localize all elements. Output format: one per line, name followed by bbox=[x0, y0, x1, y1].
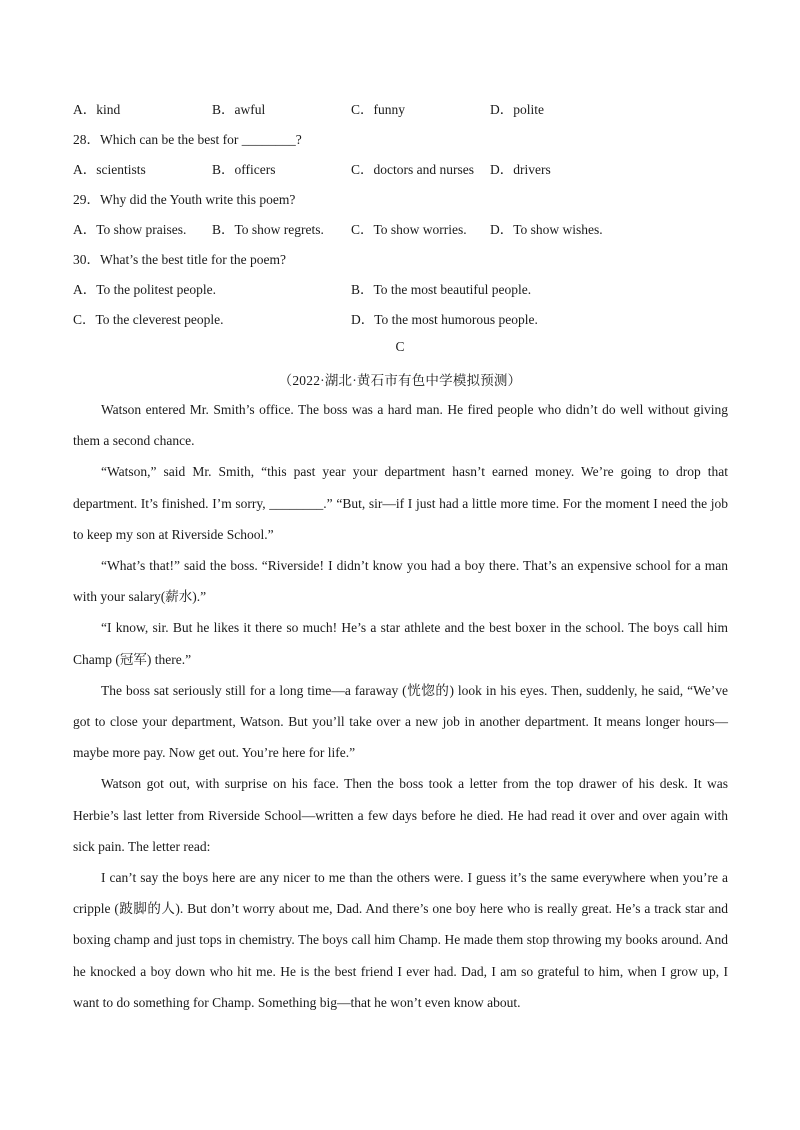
passage-paragraph-6: Watson got out, with surprise on his face. Then the boss took a letter from the top drawer of his desk. It was Herbie’s last letter from Riverside School—written a few days before he died. He had read it over and over again with sick pain. The letter read: bbox=[73, 776, 728, 854]
q29-option-d[interactable]: D．To show wishes. bbox=[490, 222, 603, 237]
p2-blank: ________ bbox=[269, 495, 324, 511]
q28-option-a[interactable]: A．scientists bbox=[73, 162, 146, 177]
p2-text-after: .” “But, sir—if I just had a little more time. For the moment I need the job to keep my son at Riverside School.” bbox=[73, 495, 728, 542]
reading-passage bbox=[73, 394, 728, 1018]
q28-option-c[interactable]: C．doctors and nurses bbox=[351, 162, 474, 177]
passage-paragraph-1: Watson entered Mr. Smith’s office. The boss was a hard man. He fired people who didn’t do well without giving them a second chance. bbox=[73, 402, 728, 449]
passage-paragraph-7: I can’t say the boys here are any nicer to me than the others were. I guess it’s the same everywhere when you’re a cripple (跛脚的人). But don’t worry about me, Dad. And there’s one boy here who is really great. He’s a track star and boxing champ and just tops in chemistry. The boys call him Champ. He made them stop throwing my books around. And he knocked a boy down who hit me. He is the best friend I ever had. Dad, I am so grateful to him, when I grow up, I want to do something for Champ. Something big—that he won’t even know about. bbox=[73, 870, 728, 1010]
q29-option-a[interactable]: A．To show praises. bbox=[73, 222, 187, 237]
q29-options bbox=[73, 218, 733, 238]
section-letter: C bbox=[395, 339, 405, 354]
p2-text-before: “Watson,” said Mr. Smith, “this past year your department hasn’t earned money. We’re going to drop that department. It’s finished. I’m sorry, bbox=[73, 464, 728, 511]
passage-paragraph-5: The boss sat seriously still for a long time—a faraway (恍惚的) look in his eyes. Then, suddenly, he said, “We’ve got to close your department, Watson. But you’ll take over a new job in another department. It means longer hours—maybe more pay. Now get out. You’re here for life.” bbox=[73, 682, 728, 761]
q28-stem bbox=[73, 128, 302, 148]
q30-option-d[interactable]: D．To the most humorous people. bbox=[351, 312, 538, 327]
q30-stem: 30．What’s the best title for the poem? bbox=[73, 252, 286, 267]
passage-paragraph-3: “What’s that!” said the boss. “Riverside! I didn’t know you had a boy there. That’s an expensive school for a man with your salary(薪水).” bbox=[73, 558, 728, 605]
q28-stem-text: 28．Which can be the best for bbox=[73, 132, 242, 147]
q27-options bbox=[73, 98, 733, 118]
passage-paragraph-4: “I know, sir. But he likes it there so much! He’s a star athlete and the best boxer in the school. The boys call him Champ (冠军) there.” bbox=[73, 620, 728, 667]
q28-option-b[interactable]: B．officers bbox=[212, 162, 276, 177]
q27-option-c[interactable]: C．funny bbox=[351, 102, 405, 117]
q30-option-c[interactable]: C．To the cleverest people. bbox=[73, 312, 224, 327]
q29-option-c[interactable]: C．To show worries. bbox=[351, 222, 467, 237]
q28-blank: ________ bbox=[241, 132, 296, 147]
q29-option-b[interactable]: B．To show regrets. bbox=[212, 222, 324, 237]
q28-options bbox=[73, 158, 733, 178]
q27-option-d[interactable]: D．polite bbox=[490, 102, 544, 117]
section-source: （2022·湖北·黄石市有色中学模拟预测） bbox=[278, 373, 522, 388]
q30-option-a[interactable]: A．To the politest people. bbox=[73, 282, 217, 297]
q30-options-row1 bbox=[73, 278, 733, 298]
q28-stem-end: ? bbox=[295, 132, 302, 147]
q30-options-row2 bbox=[73, 308, 733, 328]
q27-option-b[interactable]: B．awful bbox=[212, 102, 266, 117]
q30-option-b[interactable]: B．To the most beautiful people. bbox=[351, 282, 532, 297]
q29-stem: 29．Why did the Youth write this poem? bbox=[73, 192, 296, 207]
q28-option-d[interactable]: D．drivers bbox=[490, 162, 551, 177]
q27-option-a[interactable]: A．kind bbox=[73, 102, 121, 117]
passage-paragraph-2 bbox=[73, 456, 728, 550]
